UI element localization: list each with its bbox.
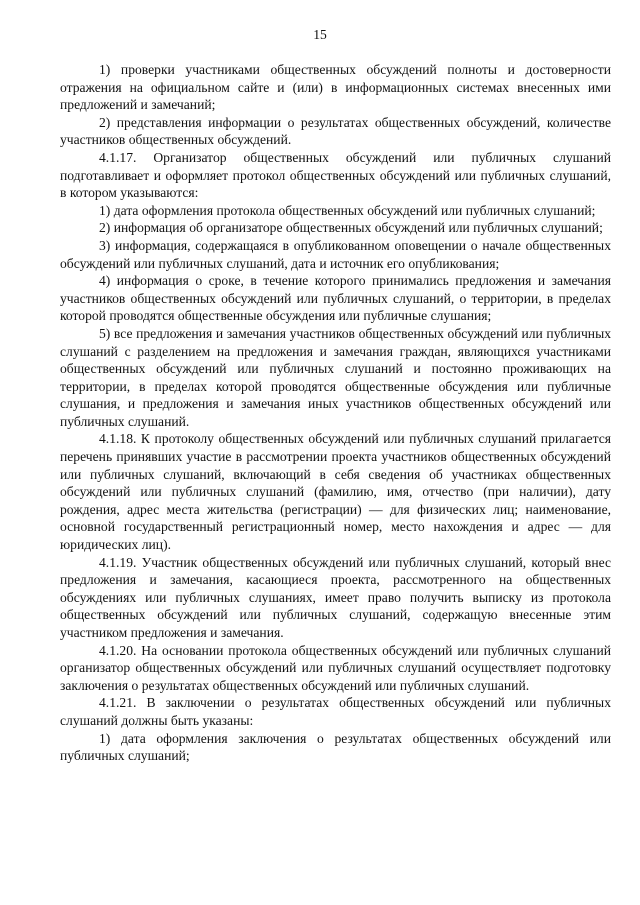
paragraph-5: 2) информация об организаторе общественных обсуждений или публичных слушаний; bbox=[99, 220, 603, 236]
document-body bbox=[60, 61, 611, 765]
paragraph-6: 3) информация, содержащаяся в опубликованном оповещении о начале общественных обсуждений или публичных слушаний, дата и источник его опубликования; bbox=[60, 237, 611, 271]
paragraph-13: 1) дата оформления заключения о результатах общественных обсуждений или публичных слушаний; bbox=[60, 730, 611, 764]
paragraph-9: 4.1.18. К протоколу общественных обсуждений или публичных слушаний прилагается перечень принявших участие в рассмотрении проекта участников общественных обсуждений или публичных слушаний, включающий в себя сведения об участниках общественных обсуждений или публичных слушаний (фамилию, имя, отчество (при наличии), дату рождения, адрес места жительства (регистрации) — для физических лиц; наименование, основной государственный регистрационный номер, место нахождения и адрес — для юридических лиц). bbox=[60, 431, 611, 553]
paragraph-7: 4) информация о сроке, в течение которого принимались предложения и замечания участников общественных обсуждений или публичных слушаний, о территории, в пределах которой проводятся общественные обсуждения или публичные слушания; bbox=[60, 273, 611, 324]
paragraph-8: 5) все предложения и замечания участников общественных обсуждений или публичных слушаний с разделением на предложения и замечания граждан, являющихся участниками общественных обсуждений или публичных слушаний и постоянно проживающих на территории, в пределах которой проводятся общественные обсуждения или публичные слушания, и предложения и замечания иных участников общественных обсуждений или публичных слушаний. bbox=[60, 325, 611, 429]
paragraph-12: 4.1.21. В заключении о результатах общественных обсуждений или публичных слушаний должны быть указаны: bbox=[60, 695, 611, 728]
paragraph-2: 2) представления информации о результатах общественных обсуждений, количестве участников общественных обсуждений. bbox=[60, 114, 611, 148]
paragraph-10: 4.1.19. Участник общественных обсуждений или публичных слушаний, который внес предложения и замечания, касающиеся проекта, рассмотренного на общественных обсуждениях или публичных слушаниях, имеет право получить выписку из протокола общественных обсуждений или публичных слушаний, содержащую внесенные этим участником предложения и замечания. bbox=[60, 554, 611, 640]
page-number: 15 bbox=[313, 27, 327, 42]
paragraph-3: 4.1.17. Организатор общественных обсуждений или публичных слушаний подготавливает и оформляет протокол общественных обсуждений или публичных слушаний, в котором указываются: bbox=[60, 149, 611, 201]
paragraph-1: 1) проверки участниками общественных обсуждений полноты и достоверности отражения на официальном сайте и (или) в информационных системах внесенных ими предложений и замечаний; bbox=[60, 62, 611, 113]
paragraph-4: 1) дата оформления протокола общественных обсуждений или публичных слушаний; bbox=[99, 202, 596, 218]
paragraph-11: 4.1.20. На основании протокола общественных обсуждений или публичных слушаний организатор общественных обсуждений или публичных слушаний осуществляет подготовку заключения о результатах общественных обсуждений или публичных слушаний. bbox=[60, 642, 611, 693]
